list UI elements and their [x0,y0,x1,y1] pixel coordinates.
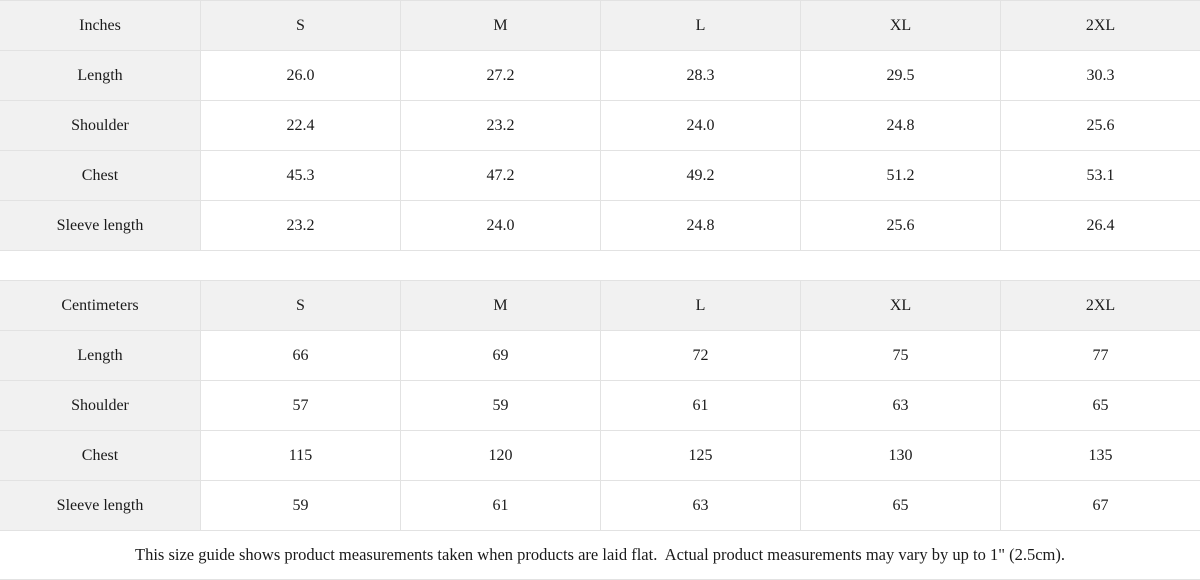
value-cell: 59 [200,481,400,531]
value-cell: 51.2 [800,151,1000,201]
value-cell: 24.0 [600,101,800,151]
row-label-cell: Shoulder [0,101,200,151]
value-cell: 72 [600,331,800,381]
size-header-cell: 2XL [1000,281,1200,331]
row-label-cell: Chest [0,151,200,201]
value-cell: 24.8 [800,101,1000,151]
spacer-row [0,251,1200,281]
value-cell: 63 [600,481,800,531]
size-header-cell: L [600,1,800,51]
row-label-cell: Chest [0,431,200,481]
size-header-cell: S [200,1,400,51]
size-header-cell: XL [800,1,1000,51]
value-cell: 25.6 [800,201,1000,251]
value-cell: 115 [200,431,400,481]
size-header-cell: S [200,281,400,331]
value-cell: 130 [800,431,1000,481]
value-cell: 26.4 [1000,201,1200,251]
value-cell: 25.6 [1000,101,1200,151]
value-cell: 69 [400,331,600,381]
value-cell: 77 [1000,331,1200,381]
row-label-cell: Length [0,51,200,101]
value-cell: 63 [800,381,1000,431]
value-cell: 22.4 [200,101,400,151]
value-cell: 135 [1000,431,1200,481]
value-cell: 65 [800,481,1000,531]
value-cell: 57 [200,381,400,431]
row-label-cell: Sleeve length [0,481,200,531]
value-cell: 23.2 [400,101,600,151]
value-cell: 65 [1000,381,1200,431]
value-cell: 26.0 [200,51,400,101]
value-cell: 125 [600,431,800,481]
value-cell: 30.3 [1000,51,1200,101]
row-label-cell: Sleeve length [0,201,200,251]
row-label-cell: Length [0,331,200,381]
unit-header-cell: Inches [0,1,200,51]
size-header-cell: M [400,281,600,331]
value-cell: 27.2 [400,51,600,101]
row-label-cell: Shoulder [0,381,200,431]
value-cell: 47.2 [400,151,600,201]
value-cell: 23.2 [200,201,400,251]
size-header-cell: XL [800,281,1000,331]
value-cell: 75 [800,331,1000,381]
value-cell: 29.5 [800,51,1000,101]
value-cell: 28.3 [600,51,800,101]
value-cell: 67 [1000,481,1200,531]
value-cell: 45.3 [200,151,400,201]
value-cell: 66 [200,331,400,381]
value-cell: 59 [400,381,600,431]
value-cell: 24.0 [400,201,600,251]
value-cell: 61 [400,481,600,531]
value-cell: 120 [400,431,600,481]
value-cell: 53.1 [1000,151,1200,201]
size-header-cell: L [600,281,800,331]
size-header-cell: 2XL [1000,1,1200,51]
value-cell: 61 [600,381,800,431]
size-guide-note: This size guide shows product measurements taken when products are laid flat. Actual product measurements may vary by up to 1" (2.5cm). [0,531,1200,580]
size-header-cell: M [400,1,600,51]
unit-header-cell: Centimeters [0,281,200,331]
value-cell: 49.2 [600,151,800,201]
value-cell: 24.8 [600,201,800,251]
